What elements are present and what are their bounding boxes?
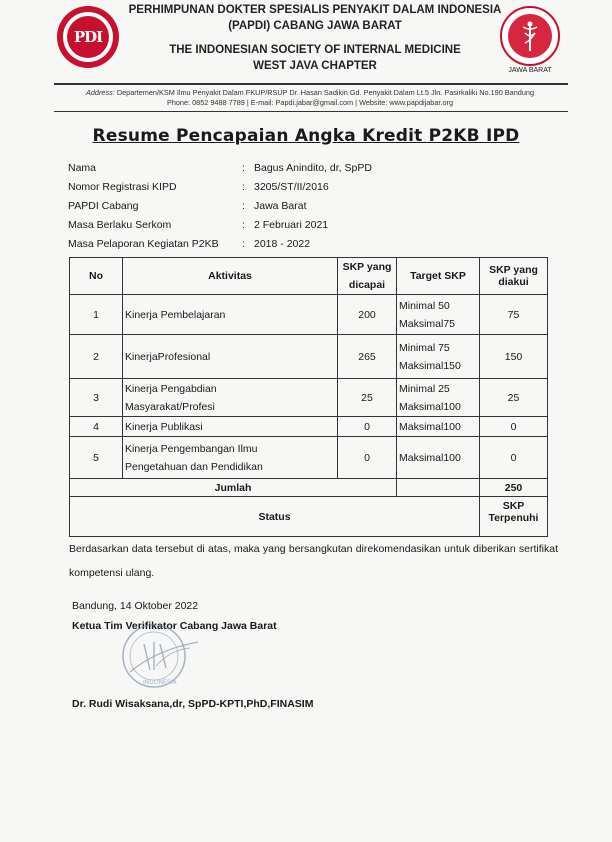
cell-target: Minimal 75 Maksimal150 bbox=[397, 335, 480, 379]
stamp-text: INDONESIA bbox=[143, 679, 177, 686]
cell-aktivitas: Kinerja Pengembangan Ilmu Pengetahuan dan Pendidikan bbox=[123, 437, 338, 479]
cell-skp: 200 bbox=[338, 295, 397, 335]
cell-target: Maksimal100 bbox=[397, 437, 480, 479]
header-target: Target SKP bbox=[397, 258, 480, 295]
cell-target: Minimal 25 Maksimal100 bbox=[397, 379, 480, 417]
field-value: 2 Februari 2021 bbox=[254, 219, 329, 231]
header-no: No bbox=[70, 258, 123, 295]
cell-aktivitas: Kinerja Publikasi bbox=[123, 417, 338, 437]
cell-skp: 0 bbox=[338, 437, 397, 479]
field-label: PAPDI Cabang bbox=[68, 200, 139, 212]
cell-diakui: 0 bbox=[480, 437, 548, 479]
table-row bbox=[70, 335, 548, 379]
cell-skp: 0 bbox=[338, 417, 397, 437]
address-label: Address: bbox=[85, 88, 115, 97]
field-value: 3205/ST/II/2016 bbox=[254, 181, 329, 193]
table-row bbox=[70, 417, 548, 437]
cell-no: 2 bbox=[70, 335, 123, 379]
logo-text: PDI bbox=[73, 28, 103, 46]
caduceus-icon bbox=[515, 19, 545, 53]
recommendation-paragraph: Berdasarkan data tersebut di atas, maka yang bersangkutan direkomendasikan untuk diberikan sertifikat kompetensi ulang. bbox=[69, 543, 558, 579]
org-name-en-line2: WEST JAVA CHAPTER bbox=[253, 60, 377, 72]
document-page: PDI PERHIMPUNAN DOKTER SPESIALIS PENYAKIT DALAM INDONESIA (PAPDI) CABANG JAWA BARAT THE INDONESIAN SOCIETY OF INTERNAL MEDICINE WEST JAVA CHAPTER JAWA BARAT Address: Departemen/KSM Ilmu Penyakit Dalam FKUP/RSUP Dr. Hasan Sadikin Gd. Penyakit Dalam Lt.5 Jln. Pasirkaliki No.190 Bandung Phone: 0852 9488 7789 | E-mail: Papdi.jabar@gmail.com | Website: www.papdijabar.org Resume Pencapaian Angka Kredit P2KB IPD Nama : Bagus Anindito, dr, SpPD Nomor Registrasi KIPD : 3205/ST/II/2016 PAPDI Cabang : Jawa Barat Masa Berlaku Serkom : 2 Februari 2021 Masa Pelaporan Kegiatan P2KB : 2018 - 2022 No Aktivitas SKP yang dicapai Target SKP SKP yang diakui 1 Kinerja Pembelajaran 200 Minimal 50 Maksimal75 75 2 KinerjaProfesional 265 Minimal 75 Maksimal150 150 3 Kinerja Pengabdian Masyarakat/Profesi 25 Minimal 25 Maksimal100 25 4 Kinerja Publikasi 0 Maksimal100 0 5 Kinerja Pengembangan Ilmu Pengetahuan dan Pendidikan 0 Maksimal100 0 Jumlah 250 Status SKP Terpenuhi Berdasarkan data tersebut di atas, maka yang bersangkutan direkomendasikan untuk diberikan sertifikat kompetensi ulang. Bandung, 14 Oktober 2022 Ketua Tim Verifikator Cabang Jawa Barat INDONESIA Dr. Rudi Wisaksana,dr, SpPD-KPTI,PhD,FINASIM bbox=[0, 0, 612, 842]
org-name-line1: PERHIMPUNAN DOKTER SPESIALIS PENYAKIT DALAM INDONESIA bbox=[128, 4, 502, 16]
field-value: Bagus Anindito, dr, SpPD bbox=[254, 162, 372, 174]
field-label: Masa Pelaporan Kegiatan P2KB bbox=[68, 238, 219, 250]
field-label: Nomor Registrasi KIPD bbox=[68, 181, 177, 193]
cell-target: Minimal 50 Maksimal75 bbox=[397, 295, 480, 335]
cell-target: Maksimal100 bbox=[397, 417, 480, 437]
cell-no: 3 bbox=[70, 379, 123, 417]
table-row bbox=[70, 379, 548, 417]
place-date: Bandung, 14 Oktober 2022 bbox=[72, 600, 199, 612]
document-title: Resume Pencapaian Angka Kredit P2KB IPD bbox=[92, 126, 520, 146]
org-name-line2: (PAPDI) CABANG JAWA BARAT bbox=[228, 20, 402, 32]
field-value: Jawa Barat bbox=[254, 200, 307, 212]
status-label: Status bbox=[70, 497, 480, 537]
cell-diakui: 150 bbox=[480, 335, 548, 379]
table-status-row bbox=[70, 497, 548, 537]
contact-text: Phone: 0852 9488 7789 | E-mail: Papdi.jabar@gmail.com | Website: www.papdijabar.org bbox=[166, 98, 454, 107]
cell-no: 5 bbox=[70, 437, 123, 479]
cell-diakui: 0 bbox=[480, 417, 548, 437]
logo-caption: JAWA BARAT bbox=[508, 67, 552, 74]
cell-aktivitas: Kinerja Pengabdian Masyarakat/Profesi bbox=[123, 379, 338, 417]
cell-skp: 265 bbox=[338, 335, 397, 379]
cell-aktivitas: KinerjaProfesional bbox=[123, 335, 338, 379]
credit-table bbox=[69, 257, 548, 537]
header-aktivitas: Aktivitas bbox=[123, 258, 338, 295]
table-total-row bbox=[70, 479, 548, 497]
cell-diakui: 25 bbox=[480, 379, 548, 417]
cell-diakui: 75 bbox=[480, 295, 548, 335]
table-row bbox=[70, 437, 548, 479]
papdi-logo-icon bbox=[57, 6, 119, 68]
signer-title: Ketua Tim Verifikator Cabang Jawa Barat bbox=[72, 620, 277, 632]
jumlah-value: 250 bbox=[480, 479, 548, 497]
cell-no: 1 bbox=[70, 295, 123, 335]
header-skp-dicapai: SKP yang dicapai bbox=[338, 258, 397, 295]
letterhead-divider bbox=[54, 83, 568, 85]
header-diakui: SKP yang diakui bbox=[480, 258, 548, 295]
field-value: 2018 - 2022 bbox=[254, 238, 311, 250]
cell-aktivitas: Kinerja Pembelajaran bbox=[123, 295, 338, 335]
address-block bbox=[58, 88, 562, 108]
jumlah-label: Jumlah bbox=[70, 479, 397, 497]
official-stamp-icon bbox=[110, 620, 202, 690]
table-row bbox=[70, 295, 548, 335]
status-value: SKP Terpenuhi bbox=[480, 497, 548, 537]
west-java-chapter-logo-icon bbox=[500, 6, 560, 66]
field-label: Nama bbox=[68, 162, 97, 174]
org-name-en-line1: THE INDONESIAN SOCIETY OF INTERNAL MEDICINE bbox=[169, 44, 461, 56]
field-label: Masa Berlaku Serkom bbox=[68, 219, 172, 231]
address-text: Departemen/KSM Ilmu Penyakit Dalam FKUP/RSUP Dr. Hasan Sadikin Gd. Penyakit Dalam Lt.5 Jln. Pasirkaliki No.190 Bandung bbox=[116, 88, 534, 97]
table-header-row bbox=[70, 258, 548, 295]
cell-skp: 25 bbox=[338, 379, 397, 417]
signer-name: Dr. Rudi Wisaksana,dr, SpPD-KPTI,PhD,FINASIM bbox=[72, 698, 314, 710]
cell-no: 4 bbox=[70, 417, 123, 437]
address-divider bbox=[54, 111, 568, 112]
